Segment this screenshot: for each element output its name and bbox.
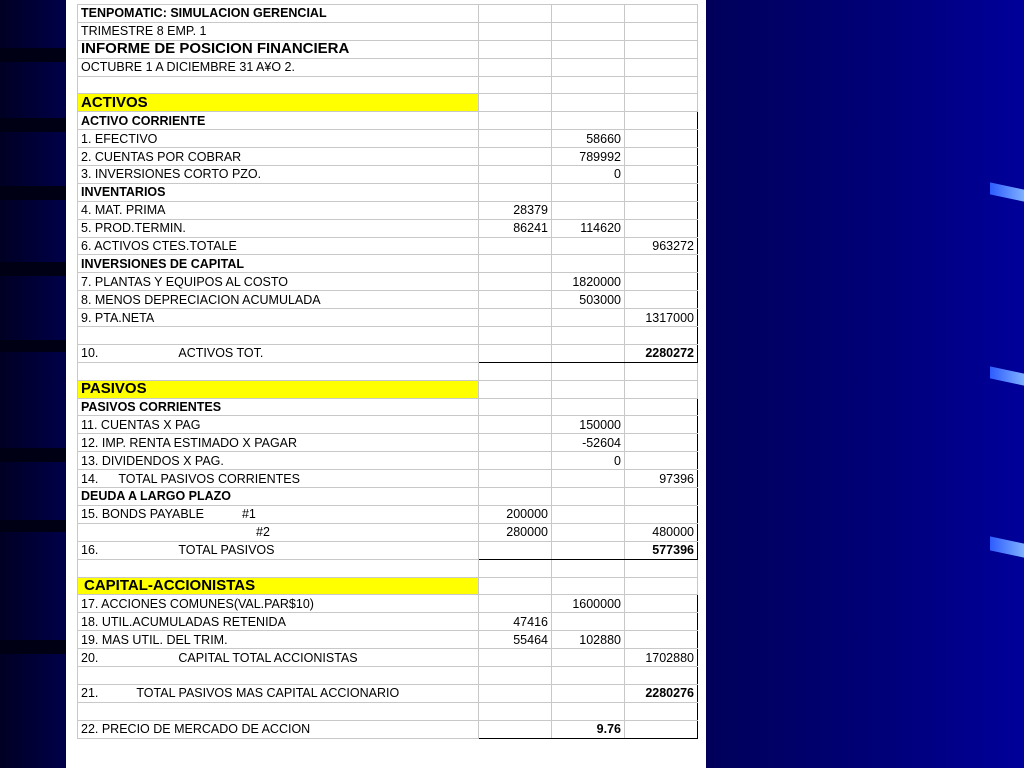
left-stripe (0, 448, 66, 462)
raw-material-value: 28379 (479, 201, 552, 219)
right-background-band (706, 0, 1024, 768)
current-liabilities-number: 14. (81, 471, 99, 486)
table-row (78, 166, 698, 184)
table-row (78, 201, 698, 219)
receivables-label: 2. CUENTAS POR COBRAR (78, 148, 479, 166)
table-row (78, 631, 698, 649)
table-row (78, 362, 698, 380)
report-title: INFORME DE POSICION FINANCIERA (78, 40, 479, 58)
current-assets-total-label: 6. ACTIVOS CTES.TOTALE (78, 237, 479, 255)
table-row (78, 40, 698, 58)
share-price-value: 9.76 (552, 720, 625, 738)
inventory-subtotal: 114620 (552, 219, 625, 237)
left-stripe (0, 118, 66, 132)
table-row (78, 416, 698, 434)
assets-total-value: 2280272 (625, 344, 698, 362)
net-plant-label: 9. PTA.NETA (78, 309, 479, 327)
share-price-label: 22. PRECIO DE MERCADO DE ACCION (78, 720, 479, 738)
current-liabilities-total-label: TOTAL PASIVOS CORRIENTES (118, 471, 300, 486)
table-row (78, 613, 698, 631)
table-row (78, 488, 698, 506)
left-stripe (0, 262, 66, 276)
retained-earnings-value: 47416 (479, 613, 552, 631)
bond1-label: 15. BONDS PAYABLE (81, 507, 204, 522)
finished-goods-label: 5. PROD.TERMIN. (78, 219, 479, 237)
table-row (78, 5, 698, 23)
table-row (78, 219, 698, 237)
table-row (78, 649, 698, 667)
total-equity-value: 1702880 (625, 649, 698, 667)
bonds-subtotal: 480000 (625, 523, 698, 541)
table-row (78, 183, 698, 201)
table-row (78, 148, 698, 166)
current-liabilities-total-value: 97396 (625, 470, 698, 488)
short-investments-label: 3. INVERSIONES CORTO PZO. (78, 166, 479, 184)
current-assets-total-value: 963272 (625, 237, 698, 255)
table-row (78, 702, 698, 720)
assets-total-number: 10. (81, 346, 99, 361)
table-row (78, 452, 698, 470)
total-liab-equity-label: TOTAL PASIVOS MAS CAPITAL ACCIONARIO (136, 686, 400, 701)
table-row (78, 273, 698, 291)
table-row (78, 94, 698, 112)
table-row (78, 523, 698, 541)
liabilities-total-number: 16. (81, 543, 99, 558)
depreciation-value: 503000 (552, 291, 625, 309)
dividends-label: 13. DIVIDENDOS X PAG. (78, 452, 479, 470)
liabilities-total-value: 577396 (625, 541, 698, 559)
equity-heading: CAPITAL-ACCIONISTAS (78, 577, 479, 595)
left-stripe (0, 48, 66, 62)
table-row (78, 380, 698, 398)
table-row (78, 559, 698, 577)
table-row (78, 666, 698, 684)
short-investments-value: 0 (552, 166, 625, 184)
table-row (78, 398, 698, 416)
total-liab-equity-value: 2280276 (625, 684, 698, 702)
table-row (78, 327, 698, 345)
table-row (78, 720, 698, 738)
dividends-value: 0 (552, 452, 625, 470)
table-row (78, 577, 698, 595)
assets-heading: ACTIVOS (78, 94, 479, 112)
payables-label: 11. CUENTAS X PAG (78, 416, 479, 434)
financial-position-table (77, 4, 698, 739)
common-stock-label: 17. ACCIONES COMUNES(VAL.PAR$10) (78, 595, 479, 613)
table-row (78, 684, 698, 702)
payables-value: 150000 (552, 416, 625, 434)
current-assets-heading: ACTIVO CORRIENTE (78, 112, 479, 130)
left-stripe (0, 186, 66, 200)
income-tax-label: 12. IMP. RENTA ESTIMADO X PAGAR (78, 434, 479, 452)
company-title: TENPOMATIC: SIMULACION GERENCIAL (78, 5, 479, 23)
bond2-tag: #2 (78, 523, 479, 541)
liabilities-heading: PASIVOS (78, 380, 479, 398)
depreciation-label: 8. MENOS DEPRECIACION ACUMULADA (78, 291, 479, 309)
table-row (78, 76, 698, 94)
bond1-tag: #1 (241, 507, 256, 522)
table-row (78, 344, 698, 362)
table-row (78, 541, 698, 559)
table-row (78, 434, 698, 452)
left-stripe (0, 520, 66, 532)
income-tax-value: -52604 (552, 434, 625, 452)
table-row (78, 58, 698, 76)
table-row (78, 130, 698, 148)
table-row (78, 470, 698, 488)
left-stripe (0, 340, 66, 352)
report-dates: OCTUBRE 1 A DICIEMBRE 31 A¥O 2. (78, 58, 479, 76)
liabilities-total-label: TOTAL PASIVOS (178, 543, 275, 558)
cash-label: 1. EFECTIVO (78, 130, 479, 148)
long-term-debt-heading: DEUDA A LARGO PLAZO (78, 488, 479, 506)
table-row (78, 309, 698, 327)
table-row (78, 112, 698, 130)
current-liabilities-heading: PASIVOS CORRIENTES (78, 398, 479, 416)
total-equity-number: 20. (81, 650, 99, 665)
plant-equipment-label: 7. PLANTAS Y EQUIPOS AL COSTO (78, 273, 479, 291)
total-equity-label: CAPITAL TOTAL ACCIONISTAS (178, 650, 358, 665)
plant-equipment-value: 1820000 (552, 273, 625, 291)
common-stock-value: 1600000 (552, 595, 625, 613)
cash-value: 58660 (552, 130, 625, 148)
left-stripe (0, 640, 66, 654)
total-liab-equity-number: 21. (81, 686, 99, 701)
quarter-profit-value: 55464 (479, 631, 552, 649)
inventories-heading: INVENTARIOS (78, 183, 479, 201)
table-row (78, 237, 698, 255)
assets-total-label: ACTIVOS TOT. (178, 346, 264, 361)
finished-goods-value: 86241 (479, 219, 552, 237)
period-label: TRIMESTRE 8 EMP. 1 (78, 22, 479, 40)
net-plant-value: 1317000 (625, 309, 698, 327)
receivables-value: 789992 (552, 148, 625, 166)
quarter-profit-label: 19. MAS UTIL. DEL TRIM. (78, 631, 479, 649)
retained-earnings-label: 18. UTIL.ACUMULADAS RETENIDA (78, 613, 479, 631)
bond2-value: 280000 (479, 523, 552, 541)
retained-subtotal: 102880 (552, 631, 625, 649)
table-row (78, 255, 698, 273)
table-row (78, 22, 698, 40)
table-row (78, 291, 698, 309)
bond1-value: 200000 (479, 505, 552, 523)
table-row (78, 505, 698, 523)
raw-material-label: 4. MAT. PRIMA (78, 201, 479, 219)
capital-investments-heading: INVERSIONES DE CAPITAL (78, 255, 479, 273)
table-row (78, 595, 698, 613)
